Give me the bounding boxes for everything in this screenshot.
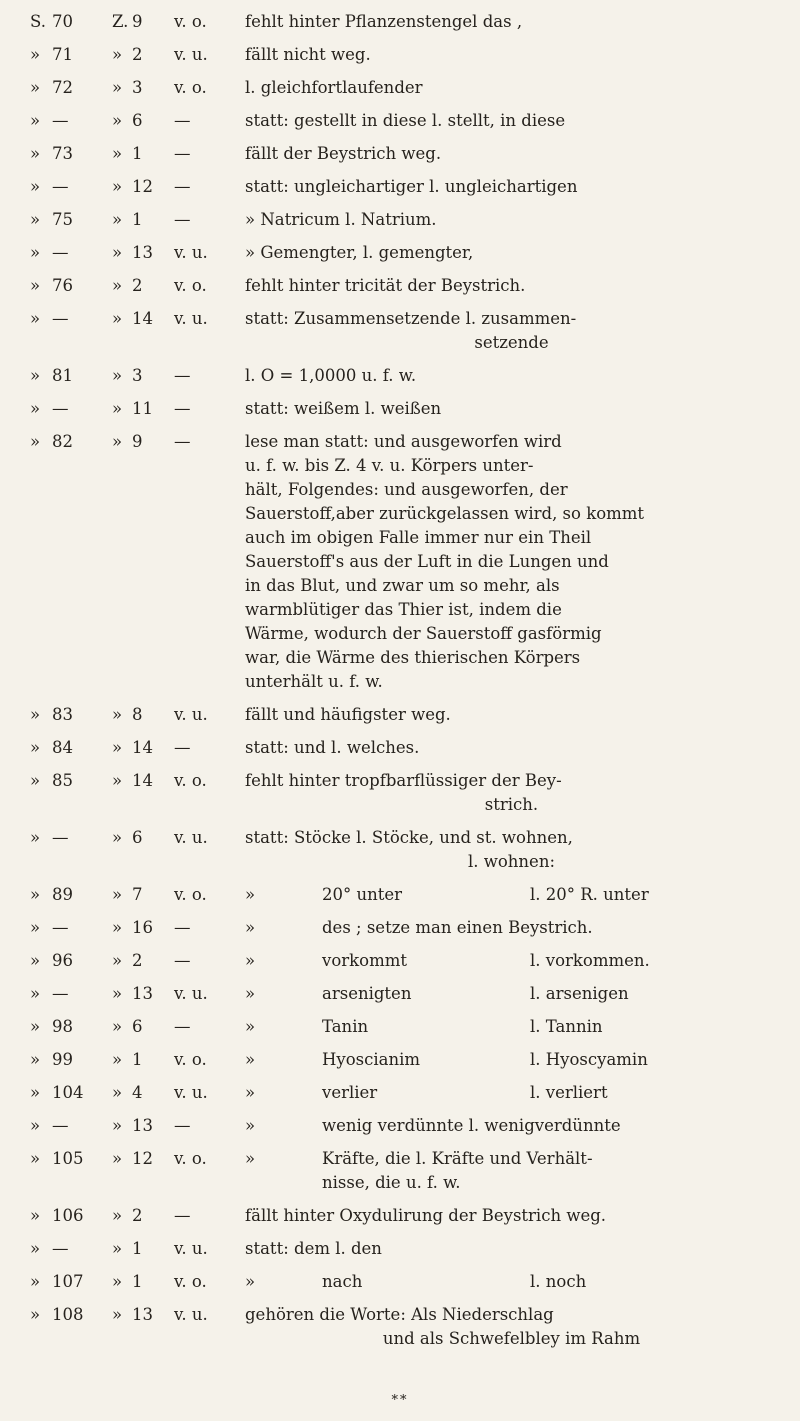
page-ref-prefix: »: [30, 1050, 41, 1069]
line-ref-prefix: »: [112, 885, 123, 904]
line-direction: v. u.: [174, 984, 208, 1003]
page-ref-prefix: »: [30, 984, 41, 1003]
page-ref-prefix: »: [30, 738, 41, 757]
line-ref-prefix: »: [112, 1050, 123, 1069]
page-ref: [30, 826, 106, 850]
line-ref: [112, 703, 172, 727]
line-ref-number: 6: [132, 828, 143, 847]
page-ref: [30, 364, 106, 388]
page-ref-prefix: »: [30, 309, 41, 328]
page-ref: [30, 769, 106, 793]
page-ref-number: 72: [52, 78, 73, 97]
page-ref: [30, 1237, 106, 1261]
line-ref-prefix: »: [112, 1305, 123, 1324]
line-direction: v. u.: [174, 705, 208, 724]
page-ref-prefix: S.: [30, 12, 46, 31]
line-direction: —: [174, 210, 191, 229]
page-ref: [30, 883, 106, 907]
line-ref-prefix: »: [112, 738, 123, 757]
page-ref: [30, 241, 106, 265]
wrong-reading: Tanin: [322, 1017, 369, 1036]
line-ref-prefix: »: [112, 1206, 123, 1225]
page-ref: [30, 1204, 106, 1228]
line-ref-number: 14: [132, 309, 153, 328]
page-ref-number: 75: [52, 210, 73, 229]
line-ref-number: 9: [132, 12, 143, 31]
line-ref: [112, 769, 172, 793]
page-ref: [30, 916, 106, 940]
correct-reading: l. verliert: [530, 1083, 608, 1102]
page-ref-number: —: [52, 309, 69, 328]
line-ref-number: 2: [132, 1206, 143, 1225]
page-ref-number: —: [52, 399, 69, 418]
page-ref: [30, 1303, 106, 1327]
page-ref-prefix: »: [30, 276, 41, 295]
line-direction: v. u.: [174, 1305, 208, 1324]
page-ref-number: —: [52, 243, 69, 262]
page-ref-number: 84: [52, 738, 73, 757]
line-direction: v. o.: [174, 276, 207, 295]
line-ref-number: 12: [132, 1149, 153, 1168]
page-ref-number: —: [52, 177, 69, 196]
line-ref: [112, 142, 172, 166]
line-ref: [112, 274, 172, 298]
line-ref-prefix: »: [112, 984, 123, 1003]
errata-page: S. 70 Z. 9 v. o. fehlt hinter Pflanzenstengel das , » 71 » 2 v. u. fällt nicht weg. » 72 » 3 v. o. l. gleichfortlaufender » — » 6 — statt: gestellt in diese l. stellt, in diese » 73 » 1 — fällt der Beystrich weg. » — » 12 — statt: ungleichartiger l. ungleichartigen » 75 » 1 — » Natricum l. Natrium. » — » 13 v. u. » Gemengter, l. gemengter, » 76 » 2 v. o. fehlt hinter tricität der Beystrich. » — » 14 v. u. statt: Zusammensetzende l. zusammen- setzende » 81 » 3 — l. O = 1,0000 u. f. w. » — » 11 — statt: weißem l. weißen » 82 » 9 — lese man statt: und ausgeworfen wird u. f. w. bis Z. 4 v. u. Körpers unter- hält, Folgendes: und ausgeworfen, der Sauerstoff,aber zurückgelassen wird, so kommt auch im obigen Falle immer nur ein Theil Sauerstoff's aus der Luft in die Lungen und in das Blut, und zwar um so mehr, als warmblütiger das Thier ist, indem die Wärme, wodurch der Sauerstoff gasförmig war, die Wärme des thierischen Körpers unterhält u. f. w. » 83 » 8 v. u. fällt und häufigster weg. » 84 » 14 — statt: und l. welches. » 85 » 14 v. o. fehlt hinter tropfbarflüssiger der Bey- strich. » — » 6 v. u. statt: Stöcke l. Stöcke, und st. wohnen, l. wohnen: » 89 » 7 v. o. » 20° unter l. 20° R. unter » — » 16 — » des ; setze man einen Beystrich. » 96 » 2 — » vorkommt l. vorkommen. » — » 13 v. u. » arsenigten l. arsenigen » 98 » 6 — » Tanin l. Tannin » 99 » 1 v. o. » Hyoscianim l. Hyoscyamin » 104 » 4 v. u. » verlier l. verliert » — » 13 — » wenig verdünnte l. wenigverdünnte » 105 » 12 v. o. » Kräfte, die l. Kräfte und Verhält- nisse, die u. f. w. » 106 » 2 — fällt hinter Oxydulirung der Beystrich weg. » — » 1 v. u. statt: dem l. den » 107 » 1 v. o. » nach l. noch » 108 » 13 v. u. gehören die Worte: Als Niederschlag und als Schwefelbley im Rahm: [0, 0, 800, 1421]
page-ref: [30, 949, 106, 973]
line-ref-prefix: »: [112, 705, 123, 724]
line-ref: [112, 430, 172, 454]
page-ref-number: 73: [52, 144, 73, 163]
wrong-reading: nach: [322, 1272, 363, 1291]
line-direction: —: [174, 918, 191, 937]
line-direction: —: [174, 366, 191, 385]
page-ref-number: 108: [52, 1305, 84, 1324]
line-ref-number: 1: [132, 210, 143, 229]
page-ref: [30, 10, 106, 34]
page-ref-number: 85: [52, 771, 73, 790]
page-ref-prefix: »: [30, 111, 41, 130]
correction-continuation: auch im obigen Falle immer nur ein Theil: [245, 528, 592, 547]
page-ref: [30, 142, 106, 166]
line-ref-prefix: »: [112, 210, 123, 229]
page-ref-prefix: »: [30, 144, 41, 163]
page-ref-prefix: »: [30, 1083, 41, 1102]
page-ref-number: 71: [52, 45, 73, 64]
line-direction: v. o.: [174, 1272, 207, 1291]
page-ref-number: 98: [52, 1017, 73, 1036]
page-ref-prefix: »: [30, 1017, 41, 1036]
line-direction: v. u.: [174, 1083, 208, 1102]
line-ref-number: 13: [132, 1305, 153, 1324]
page-ref: [30, 397, 106, 421]
line-direction: v. o.: [174, 885, 207, 904]
page-ref: [30, 1081, 106, 1105]
correction-continuation: nisse, die u. f. w.: [322, 1173, 461, 1192]
line-ref-prefix: »: [112, 366, 123, 385]
line-direction: —: [174, 111, 191, 130]
line-ref: [112, 43, 172, 67]
line-ref-number: 14: [132, 738, 153, 757]
page-ref-number: 89: [52, 885, 73, 904]
line-ref-number: 16: [132, 918, 153, 937]
page-ref-number: 106: [52, 1206, 84, 1225]
line-ref-number: 14: [132, 771, 153, 790]
page-ref: [30, 175, 106, 199]
line-ref: [112, 1237, 172, 1261]
correction-continuation: hält, Folgendes: und ausgeworfen, der: [245, 480, 568, 499]
page-ref-number: 82: [52, 432, 73, 451]
line-direction: —: [174, 1206, 191, 1225]
line-direction: v. u.: [174, 309, 208, 328]
line-ref-number: 2: [132, 45, 143, 64]
page-ref-number: 83: [52, 705, 73, 724]
page-ref-number: 96: [52, 951, 73, 970]
line-ref: [112, 208, 172, 232]
page-ref: [30, 982, 106, 1006]
line-ref: [112, 1114, 172, 1138]
line-ref-number: 3: [132, 366, 143, 385]
wrong-reading: wenig verdünnte l. wenigverdünnte: [322, 1116, 621, 1135]
page-ref-prefix: »: [30, 243, 41, 262]
page-ref: [30, 703, 106, 727]
correction-continuation: in das Blut, und zwar um so mehr, als: [245, 576, 560, 595]
line-direction: —: [174, 177, 191, 196]
line-ref-number: 9: [132, 432, 143, 451]
line-ref-prefix: »: [112, 918, 123, 937]
page-ref-number: 107: [52, 1272, 84, 1291]
line-ref-number: 11: [132, 399, 153, 418]
line-direction: —: [174, 432, 191, 451]
correction-continuation: strich.: [484, 795, 539, 814]
line-direction: v. u.: [174, 45, 208, 64]
page-ref-prefix: »: [30, 828, 41, 847]
page-ref-prefix: »: [30, 951, 41, 970]
wrong-reading: Hyoscianim: [322, 1050, 421, 1069]
line-direction: v. o.: [174, 1050, 207, 1069]
line-ref: [112, 1015, 172, 1039]
signature-mark: **: [391, 1393, 409, 1408]
line-ref-number: 1: [132, 1272, 143, 1291]
line-direction: —: [174, 144, 191, 163]
line-ref: [112, 364, 172, 388]
line-ref: [112, 982, 172, 1006]
line-ref-number: 1: [132, 1239, 143, 1258]
page-ref-prefix: »: [30, 399, 41, 418]
line-ref: [112, 10, 172, 34]
line-ref-prefix: »: [112, 432, 123, 451]
page-ref-prefix: »: [30, 432, 41, 451]
correction-continuation: setzende: [474, 333, 549, 352]
page-ref-number: —: [52, 984, 69, 1003]
page-ref: [30, 1015, 106, 1039]
line-ref-prefix: »: [112, 1149, 123, 1168]
page-ref: [30, 1270, 106, 1294]
line-ref-number: 6: [132, 111, 143, 130]
page-ref: [30, 1114, 106, 1138]
line-direction: v. o.: [174, 12, 207, 31]
line-ref-prefix: »: [112, 111, 123, 130]
page-ref-prefix: »: [30, 1206, 41, 1225]
line-ref-number: 13: [132, 1116, 153, 1135]
line-ref-number: 2: [132, 276, 143, 295]
page-ref-number: —: [52, 918, 69, 937]
line-direction: v. o.: [174, 771, 207, 790]
page-ref: [30, 736, 106, 760]
correction-continuation: l. wohnen:: [467, 852, 556, 871]
line-ref-prefix: »: [112, 1083, 123, 1102]
line-ref: [112, 916, 172, 940]
wrong-reading: vorkommt: [322, 951, 407, 970]
line-ref: [112, 1204, 172, 1228]
correction-continuation: war, die Wärme des thierischen Körpers: [245, 648, 581, 667]
line-ref-number: 3: [132, 78, 143, 97]
correction-continuation: unterhält u. f. w.: [245, 672, 383, 691]
line-ref-prefix: »: [112, 951, 123, 970]
line-ref: [112, 241, 172, 265]
line-ref-prefix: »: [112, 399, 123, 418]
line-direction: —: [174, 738, 191, 757]
page-ref-number: 70: [52, 12, 73, 31]
page-ref: [30, 109, 106, 133]
correction-continuation: Wärme, wodurch der Sauerstoff gasförmig: [245, 624, 602, 643]
line-ref-prefix: »: [112, 78, 123, 97]
line-direction: —: [174, 1116, 191, 1135]
line-ref: [112, 1081, 172, 1105]
line-direction: —: [174, 399, 191, 418]
page-ref: [30, 1147, 106, 1171]
line-ref-prefix: »: [112, 828, 123, 847]
line-ref: [112, 76, 172, 100]
correct-reading: l. 20° R. unter: [530, 885, 649, 904]
line-ref-number: 8: [132, 705, 143, 724]
page-ref: [30, 43, 106, 67]
page-ref-prefix: »: [30, 1149, 41, 1168]
line-ref: [112, 949, 172, 973]
page-ref-number: 99: [52, 1050, 73, 1069]
line-ref-prefix: »: [112, 144, 123, 163]
correction-continuation: u. f. w. bis Z. 4 v. u. Körpers unter-: [245, 456, 534, 475]
page-ref-number: —: [52, 111, 69, 130]
line-direction: —: [174, 1017, 191, 1036]
line-direction: v. u.: [174, 828, 208, 847]
wrong-reading: des ; setze man einen Beystrich.: [322, 918, 593, 937]
page-ref: [30, 430, 106, 454]
page-ref: [30, 208, 106, 232]
page-ref-prefix: »: [30, 45, 41, 64]
line-ref: [112, 883, 172, 907]
correct-reading: l. Tannin: [530, 1017, 603, 1036]
line-ref: [112, 1147, 172, 1171]
line-ref-prefix: »: [112, 45, 123, 64]
page-ref-prefix: »: [30, 885, 41, 904]
page-ref-number: —: [52, 1239, 69, 1258]
page-ref-prefix: »: [30, 1305, 41, 1324]
wrong-reading: verlier: [322, 1083, 378, 1102]
page-ref: [30, 274, 106, 298]
line-ref-prefix: Z.: [112, 12, 129, 31]
page-ref-number: 76: [52, 276, 73, 295]
line-ref-prefix: »: [112, 1239, 123, 1258]
line-ref-prefix: »: [112, 309, 123, 328]
correct-reading: l. Hyoscyamin: [530, 1050, 648, 1069]
line-ref-prefix: »: [112, 1017, 123, 1036]
line-ref: [112, 1270, 172, 1294]
page-ref-number: —: [52, 828, 69, 847]
page-ref-number: 105: [52, 1149, 84, 1168]
line-ref-number: 13: [132, 243, 153, 262]
line-ref: [112, 109, 172, 133]
line-ref-number: 7: [132, 885, 143, 904]
line-ref-number: 4: [132, 1083, 143, 1102]
page-ref-number: 104: [52, 1083, 84, 1102]
line-ref-number: 1: [132, 1050, 143, 1069]
correct-reading: l. vorkommen.: [530, 951, 650, 970]
correct-reading: l. arsenigen: [530, 984, 629, 1003]
page-ref-prefix: »: [30, 705, 41, 724]
line-ref: [112, 307, 172, 331]
correction-continuation: Sauerstoff,aber zurückgelassen wird, so kommt: [245, 504, 645, 523]
correction-continuation: Sauerstoff's aus der Luft in die Lungen und: [245, 552, 609, 571]
line-ref: [112, 1303, 172, 1327]
page-ref-prefix: »: [30, 1272, 41, 1291]
page-ref-number: —: [52, 1116, 69, 1135]
line-ref-prefix: »: [112, 243, 123, 262]
page-ref-prefix: »: [30, 366, 41, 385]
page-ref-prefix: »: [30, 918, 41, 937]
correction-continuation: und als Schwefelbley im Rahm: [382, 1329, 641, 1348]
correct-reading: l. noch: [530, 1272, 587, 1291]
line-direction: v. o.: [174, 1149, 207, 1168]
line-ref-prefix: »: [112, 1272, 123, 1291]
line-ref: [112, 175, 172, 199]
wrong-reading: arsenigten: [322, 984, 412, 1003]
line-ref-number: 2: [132, 951, 143, 970]
line-ref-number: 1: [132, 144, 143, 163]
line-ref-prefix: »: [112, 771, 123, 790]
line-direction: v. o.: [174, 78, 207, 97]
line-ref-prefix: »: [112, 1116, 123, 1135]
page-ref-prefix: »: [30, 771, 41, 790]
line-direction: v. u.: [174, 1239, 208, 1258]
page-ref-prefix: »: [30, 78, 41, 97]
line-direction: —: [174, 951, 191, 970]
line-ref: [112, 736, 172, 760]
correction-continuation: warmblütiger das Thier ist, indem die: [245, 600, 562, 619]
line-ref-number: 6: [132, 1017, 143, 1036]
page-ref: [30, 307, 106, 331]
wrong-reading: Kräfte, die l. Kräfte und Verhält-: [322, 1149, 593, 1168]
page-ref-prefix: »: [30, 210, 41, 229]
line-ref: [112, 1048, 172, 1072]
line-direction: v. u.: [174, 243, 208, 262]
wrong-reading: 20° unter: [322, 885, 403, 904]
page-ref-prefix: »: [30, 177, 41, 196]
page-ref: [30, 76, 106, 100]
page-ref-number: 81: [52, 366, 73, 385]
line-ref-number: 12: [132, 177, 153, 196]
page-ref-prefix: »: [30, 1239, 41, 1258]
page-ref: [30, 1048, 106, 1072]
line-ref: [112, 826, 172, 850]
page-ref-prefix: »: [30, 1116, 41, 1135]
line-ref-number: 13: [132, 984, 153, 1003]
line-ref-prefix: »: [112, 276, 123, 295]
line-ref-prefix: »: [112, 177, 123, 196]
line-ref: [112, 397, 172, 421]
